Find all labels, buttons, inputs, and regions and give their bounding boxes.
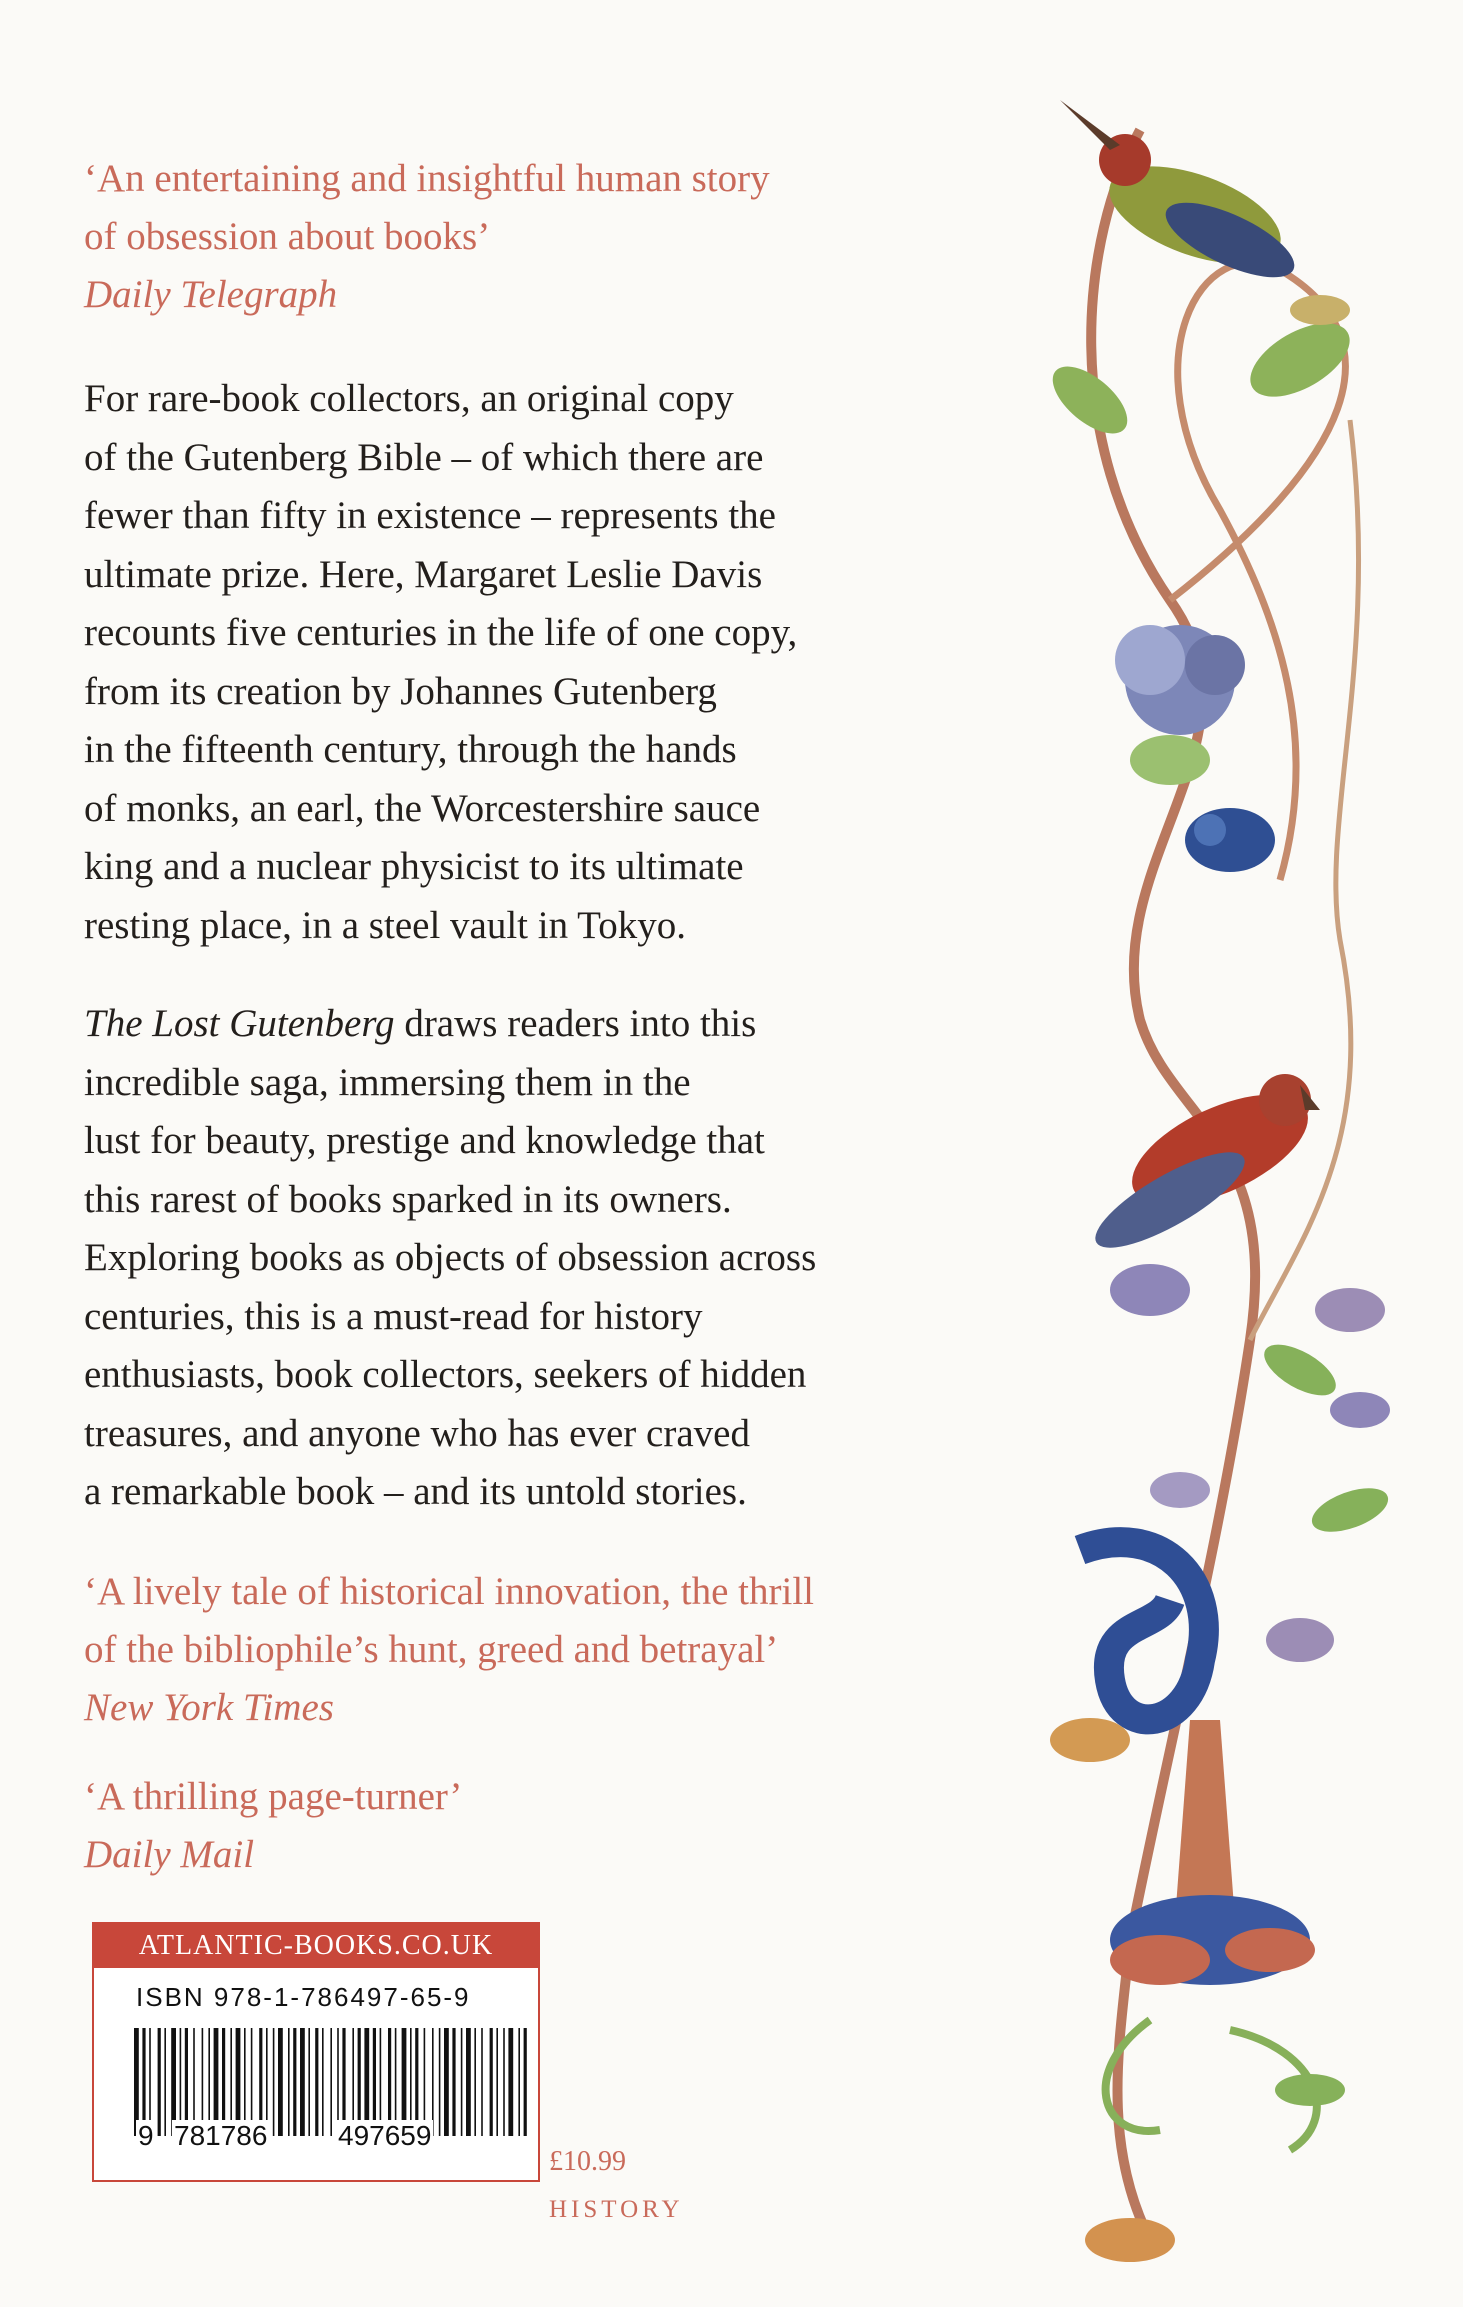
barcode-bar	[524, 2028, 527, 2136]
paragraph-line: incredible saga, immersing them in the	[84, 1060, 691, 1104]
category-label: HISTORY	[549, 2196, 684, 2223]
quote-source: Daily Mail	[84, 1833, 255, 1876]
paragraph-line-rest: draws readers into this	[394, 1002, 757, 1045]
paragraph-line: lust for beauty, prestige and knowledge that	[84, 1119, 765, 1162]
illuminated-border-illustration	[1020, 40, 1440, 2280]
paragraph-line: of monks, an earl, the Worcestershire sauce	[84, 786, 761, 830]
vine-stem-right	[1250, 420, 1359, 1340]
barcode-digits-left: 781786	[174, 2120, 268, 2151]
base-flower-icon	[1110, 1720, 1315, 1985]
barcode-bar	[466, 2028, 471, 2136]
barcode-bar	[439, 2028, 441, 2136]
barcode-bar	[288, 2028, 290, 2136]
description-paragraph-1	[84, 370, 797, 955]
barcode-bar	[490, 2028, 493, 2136]
barcode-bar	[278, 2028, 283, 2136]
paragraph-line: a remarkable book – and its untold stories.	[84, 1470, 747, 1513]
barcode-bar	[322, 2028, 324, 2136]
barcode-bar	[315, 2028, 318, 2136]
bird-red-icon	[1084, 1072, 1324, 1264]
blue-acanthus-icon	[1050, 1542, 1204, 1762]
review-quote-nyt	[84, 1563, 814, 1737]
paragraph-line: king and a nuclear physicist to its ultimate	[84, 845, 744, 888]
barcode-digits-right: 497659	[338, 2120, 432, 2151]
book-title: The Lost Gutenberg	[84, 1002, 395, 1045]
blue-flower-icon	[1115, 625, 1245, 785]
barcode-bar	[461, 2028, 463, 2136]
quote-line: ‘An entertaining and insightful human story	[84, 157, 770, 200]
paragraph-line: of the Gutenberg Bible – of which there are	[84, 435, 764, 479]
barcode-bar	[503, 2028, 505, 2136]
barcode-bar	[330, 2028, 332, 2136]
barcode-bar	[444, 2028, 449, 2136]
quote-line: of obsession about books’	[84, 215, 491, 258]
paragraph-line: from its creation by Johannes Gutenberg	[84, 669, 717, 713]
review-quote-daily-mail	[84, 1768, 462, 1884]
paragraph-line: enthusiasts, book collectors, seekers of hidden	[84, 1353, 807, 1396]
quote-source: New York Times	[84, 1686, 334, 1729]
publisher-website[interactable]: ATLANTIC-BOOKS.CO.UK	[94, 1924, 538, 1968]
scroll-end-icon	[1085, 2218, 1175, 2262]
paragraph-line: recounts five centuries in the life of one copy,	[84, 611, 798, 654]
barcode-bar	[158, 2028, 161, 2136]
barcode-bar	[508, 2028, 513, 2136]
paragraph-line: resting place, in a steel vault in Tokyo.	[84, 903, 686, 947]
barcode-bar	[496, 2028, 498, 2136]
review-quote-telegraph	[84, 150, 770, 324]
paragraph-line: ultimate prize. Here, Margaret Leslie Davis	[84, 552, 763, 596]
barcode-bar	[293, 2028, 296, 2136]
quote-line: ‘A lively tale of historical innovation, the thrill	[84, 1570, 815, 1613]
blue-ornament-icon	[1185, 808, 1275, 872]
barcode-bar	[308, 2028, 310, 2136]
quote-source: Daily Telegraph	[84, 273, 338, 316]
paragraph-line: in the fifteenth century, through the hands	[84, 728, 737, 771]
paragraph-line: treasures, and anyone who has ever craved	[84, 1411, 750, 1455]
barcode-bar	[164, 2028, 166, 2136]
quote-line: of the bibliophile’s hunt, greed and betrayal’	[84, 1628, 779, 1671]
barcode-digit-lead: 9	[138, 2120, 154, 2151]
isbn-number: ISBN 978-1-786497-65-9	[136, 1982, 471, 2012]
barcode-block	[92, 1922, 540, 2182]
barcode-bar	[452, 2028, 455, 2136]
paragraph-line: fewer than fifty in existence – represents the	[84, 494, 776, 537]
leaf-end-icon	[1275, 2074, 1345, 2106]
barcode-bar	[518, 2028, 520, 2136]
paragraph-line: this rarest of books sparked in its owners.	[84, 1177, 732, 1221]
barcode-bar	[474, 2028, 476, 2136]
paragraph-line	[84, 995, 816, 1054]
price-label: £10.99	[549, 2146, 626, 2177]
paragraph-line: For rare-book collectors, an original copy	[84, 377, 734, 420]
quote-line: ‘A thrilling page-turner’	[84, 1775, 463, 1818]
barcode-bar	[300, 2028, 305, 2136]
paragraph-line: centuries, this is a must-read for history	[84, 1294, 703, 1338]
barcode-bar	[481, 2028, 483, 2136]
description-paragraph-2	[84, 995, 816, 1522]
paragraph-line: Exploring books as objects of obsession across	[84, 1236, 817, 1279]
barcode-bar	[273, 2028, 275, 2136]
